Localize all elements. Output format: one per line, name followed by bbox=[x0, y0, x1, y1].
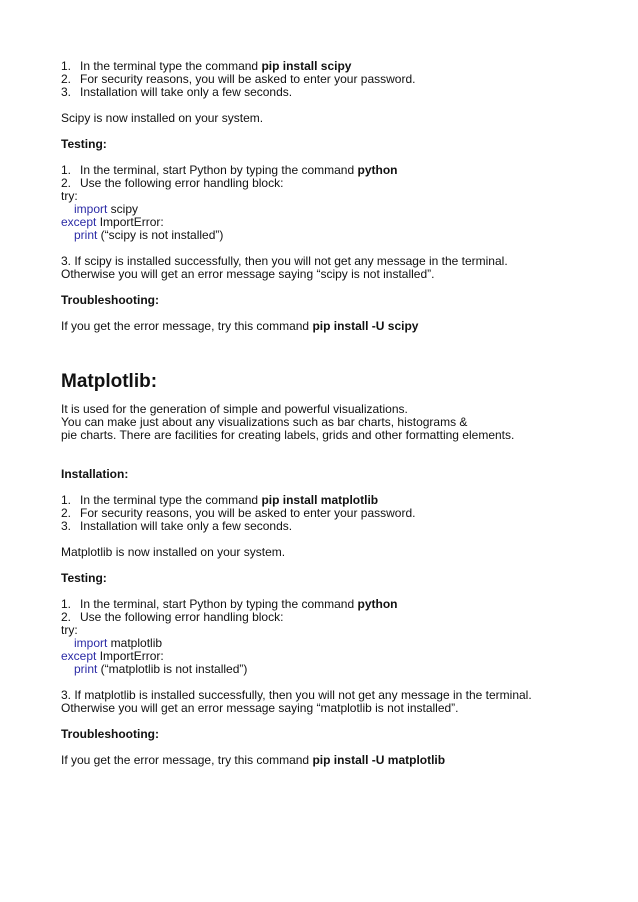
code-keyword: import bbox=[74, 202, 108, 216]
result-text: 3. If scipy is installed successfully, then you will not get any message in the terminal. bbox=[61, 254, 508, 268]
code-keyword: except bbox=[61, 215, 97, 229]
troubleshooting-heading: Troubleshooting: bbox=[61, 727, 159, 741]
command-text: python bbox=[357, 597, 398, 611]
troubleshooting-heading: Troubleshooting: bbox=[61, 293, 159, 307]
code-keyword: except bbox=[61, 649, 97, 663]
code-keyword: print bbox=[74, 228, 98, 242]
installed-message: Matplotlib is now installed on your system. bbox=[61, 545, 286, 559]
code-line: import scipy bbox=[74, 202, 139, 216]
list-item: 2. For security reasons, you will be asked to enter your password. bbox=[61, 506, 416, 520]
result-text: 3. If matplotlib is installed successfully, then you will not get any message in the terminal. bbox=[61, 688, 532, 702]
list-item: 2. Use the following error handling block: bbox=[61, 610, 284, 624]
list-item: 1. In the terminal, start Python by typing the command python bbox=[61, 163, 398, 177]
troubleshooting-text: If you get the error message, try this command pip install -U matplotlib bbox=[61, 753, 446, 767]
description-text: It is used for the generation of simple and powerful visualizations. bbox=[61, 402, 408, 416]
command-text: pip install -U matplotlib bbox=[312, 753, 446, 767]
list-item: 3. Installation will take only a few seconds. bbox=[61, 85, 293, 99]
code-line: print (“matplotlib is not installed”) bbox=[74, 662, 248, 676]
code-line: except ImportError: bbox=[61, 215, 164, 229]
command-text: python bbox=[357, 163, 398, 177]
description-text: You can make just about any visualizations such as bar charts, histograms & bbox=[61, 415, 468, 429]
result-text: Otherwise you will get an error message saying “scipy is not installed”. bbox=[61, 267, 435, 281]
document-page bbox=[61, 60, 621, 767]
code-line: print (“scipy is not installed”) bbox=[74, 228, 224, 242]
list-item: 1. In the terminal type the command pip install scipy bbox=[61, 59, 352, 73]
code-line: import matplotlib bbox=[74, 636, 163, 650]
installed-message: Scipy is now installed on your system. bbox=[61, 111, 264, 125]
testing-heading: Testing: bbox=[61, 571, 107, 585]
section-title: Matplotlib: bbox=[61, 371, 158, 392]
code-line: try: bbox=[61, 623, 78, 637]
code-keyword: print bbox=[74, 662, 98, 676]
code-keyword: import bbox=[74, 636, 108, 650]
troubleshooting-text: If you get the error message, try this command pip install -U scipy bbox=[61, 319, 419, 333]
code-line: try: bbox=[61, 189, 78, 203]
list-item: 3. Installation will take only a few seconds. bbox=[61, 519, 293, 533]
code-line: except ImportError: bbox=[61, 649, 164, 663]
description-text: pie charts. There are facilities for creating labels, grids and other formatting elements. bbox=[61, 428, 515, 442]
command-text: pip install -U scipy bbox=[312, 319, 419, 333]
command-text: pip install matplotlib bbox=[261, 493, 379, 507]
testing-heading: Testing: bbox=[61, 137, 107, 151]
installation-heading: Installation: bbox=[61, 467, 129, 481]
result-text: Otherwise you will get an error message saying “matplotlib is not installed”. bbox=[61, 701, 459, 715]
list-item: 1. In the terminal type the command pip install matplotlib bbox=[61, 493, 379, 507]
command-text: pip install scipy bbox=[261, 59, 352, 73]
list-item: 2. Use the following error handling block: bbox=[61, 176, 284, 190]
list-item: 1. In the terminal, start Python by typing the command python bbox=[61, 597, 398, 611]
list-item: 2. For security reasons, you will be asked to enter your password. bbox=[61, 72, 416, 86]
